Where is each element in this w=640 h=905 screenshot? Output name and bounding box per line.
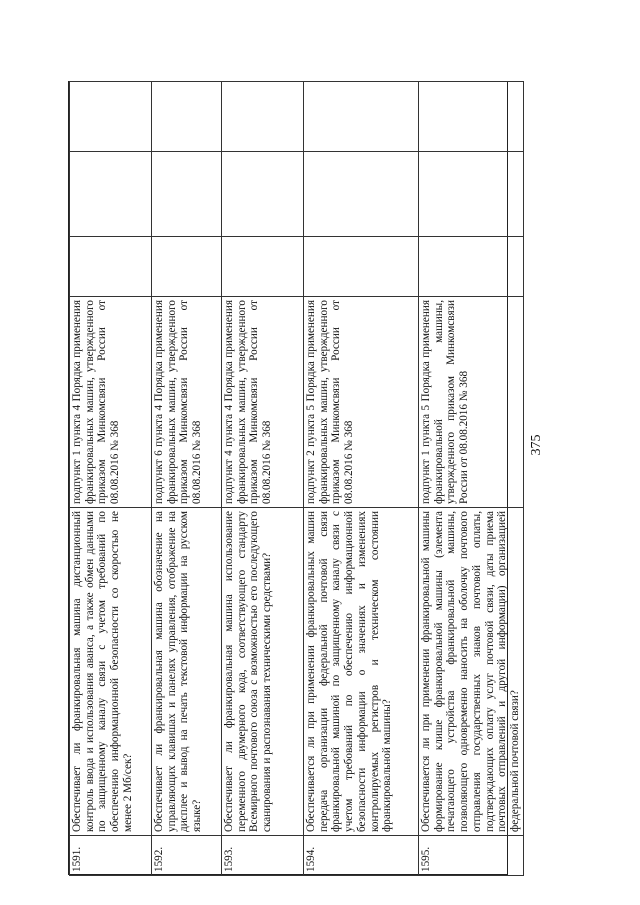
requirement-cell: подпункт 1 пункта 5 Порядка применения франкировальной машины, утвержденного приказом Минкомсвязи России от 08.08.2016 № 368 (419, 297, 524, 508)
question-cell: Обеспечивается ли при применении франкировальной машины формирование клише франкировальной машины (элемента печатающего устройства франкировальной машины, позволяющего одновременно наносить на оболочку почтового отправления государственных знаков почтовой оплаты, подтверждающих оплату услуг почтовой связи, даты приема почтовых отправлений и другой информации) организацией федеральной почтовой связи? (419, 508, 524, 836)
answer-cell-c (419, 82, 524, 152)
question-cell: Обеспечивает ли франкировальная машина дистанционный контроль ввода и использования аванса, а также обмен данными по защищенному каналу связи с учетом требований по обеспечению информационной безопасности со скоростью не менее 2 Мб/сек? (70, 508, 152, 836)
answer-cell-b (304, 152, 419, 237)
table-row (304, 82, 419, 876)
answer-cell-b (152, 152, 222, 237)
requirement-cell: подпункт 6 пункта 4 Порядка применения франкировальных машин, утвержденного приказом Минкомсвязи России от 08.08.2016 № 368 (152, 297, 222, 508)
answer-cell-b (222, 152, 304, 237)
row-number: 1595. (419, 836, 524, 876)
table-row (152, 82, 222, 876)
answer-cell-b (419, 152, 524, 237)
page-number: 375 (529, 434, 544, 456)
answer-cell-c (152, 82, 222, 152)
answer-cell-a (222, 237, 304, 297)
question-cell: Обеспечивает ли франкировальная машина использование переменного двумерного кода, соответствующего стандарту Всемирного почтового союза с возможностью его последующего сканирования и распознавания техническими средствами? (222, 508, 304, 836)
row-number: 1592. (152, 836, 222, 876)
row-number: 1591. (70, 836, 152, 876)
question-cell: Обеспечивается ли при применении франкировальных машин передача организации федеральной почтовой связи франкировальной машиной по защищенному каналу связи с учетом требований по обеспечению информационной безопасности информации о значениях и изменениях контролируемых регистров и техническом состоянии франкировальной машины? (304, 508, 419, 836)
answer-cell-a (152, 237, 222, 297)
row-number: 1594. (304, 836, 419, 876)
answer-cell-a (70, 237, 152, 297)
row-number: 1593. (222, 836, 304, 876)
answer-cell-b (70, 152, 152, 237)
answer-cell-a (304, 237, 419, 297)
rotated-content (69, 82, 521, 876)
table-row (70, 82, 152, 876)
requirement-cell: подпункт 1 пункта 4 Порядка применения франкировальных машин, утвержденного приказом Минкомсвязи России от 08.08.2016 № 368 (70, 297, 152, 508)
answer-cell-c (222, 82, 304, 152)
answer-cell-a (419, 237, 524, 297)
answer-cell-c (304, 82, 419, 152)
table-row (419, 82, 524, 876)
checklist-table (69, 81, 524, 876)
checklist-table-frame (68, 81, 521, 875)
requirement-cell: подпункт 2 пункта 5 Порядка применения франкировальных машин, утвержденного приказом Минкомсвязи России от 08.08.2016 № 368 (304, 297, 419, 508)
question-cell: Обеспечивает ли франкировальная машина обозначение на управляющих клавишах и панелях управления, отображение на дисплее и вывод на печать текстовой информации на русском языке? (152, 508, 222, 836)
requirement-cell: подпункт 4 пункта 4 Порядка применения франкировальных машин, утвержденного приказом Минкомсвязи России от 08.08.2016 № 368 (222, 297, 304, 508)
answer-cell-c (70, 82, 152, 152)
table-row (222, 82, 304, 876)
